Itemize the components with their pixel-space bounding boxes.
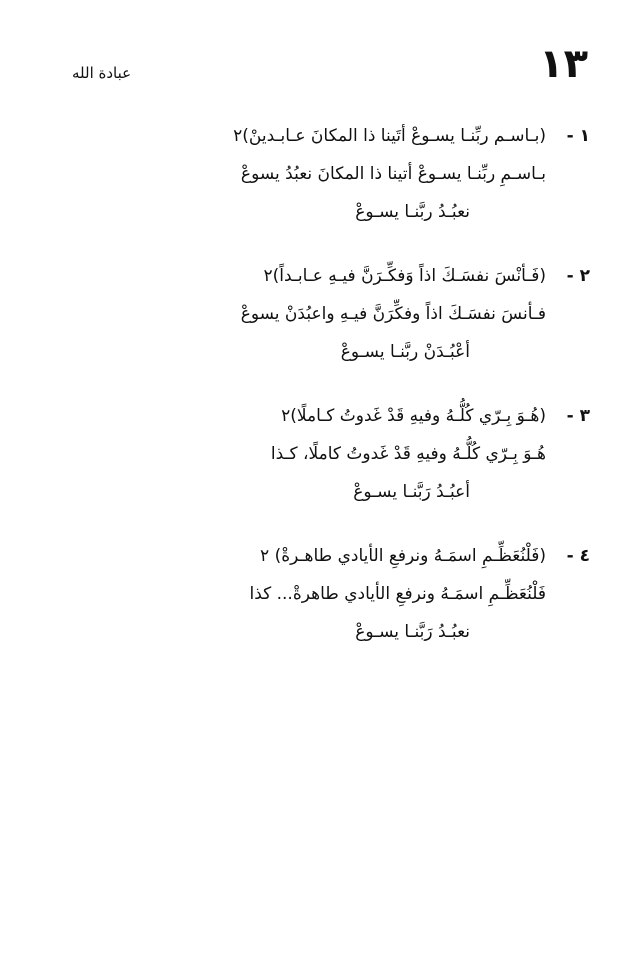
verse-number: ١ -	[566, 126, 590, 146]
verse-line	[150, 584, 590, 622]
verse-line	[150, 126, 590, 164]
verse-number: ٤ -	[566, 546, 590, 566]
verse-line-text: (فَلْنُعَظِّـمِ اسمَـهُ ونرفعِ الأيادي طاهـرةْ) ٢	[260, 546, 546, 566]
verse-line-text: فـأنسَ نفسَـكَ اذاً وفكِّرَنَّ فيـهِ واعبُدَنْ يسوعْ	[240, 304, 546, 324]
running-title: عبادة الله	[72, 64, 132, 82]
verse-number: ٣ -	[566, 406, 590, 426]
verse-line-text: بـاسـمِ ربِّنـا يسـوعْ أتينا ذا المكانَ نعبُدُ يسوعْ	[240, 164, 546, 184]
verse-refrain	[150, 202, 590, 240]
verse-refrain-text: نعبُـدُ ربَّنـا يسـوعْ	[355, 202, 470, 222]
verse-line-text: (هُـوَ بِـرّي كُلُّـهُ وفيهِ قَدْ غَدوتُ كـاملًا)٢	[281, 406, 546, 426]
verse-line-text: هُـوَ بِـرّي كُلُّـهُ وفيهِ قَدْ غَدوتُ كاملًا، كـذا	[270, 444, 546, 464]
verse-refrain	[150, 622, 590, 660]
verse-line-text: فَلْنُعَظِّـمِ اسمَـهُ ونرفعِ الأيادي طاهرةْ... كذا	[249, 584, 546, 604]
verse-line	[150, 444, 590, 482]
verse-refrain	[150, 482, 590, 520]
verse-refrain-text: أعبُـدُ رَبَّنـا يسـوعْ	[353, 482, 470, 502]
verse-number: ٢ -	[566, 266, 590, 286]
verse-refrain-text: نعبُـدُ رَبَّنـا يسـوعْ	[355, 622, 470, 642]
verse-line	[150, 266, 590, 304]
verse-line	[150, 304, 590, 342]
verse-3	[150, 406, 590, 520]
verse-line	[150, 406, 590, 444]
verse-4	[150, 546, 590, 660]
verse-refrain-text: أعْبُـدَنْ ربَّنـا يسـوعْ	[340, 342, 470, 362]
verse-line-text: (بـاسـم ربِّنـا يسـوعْ أتَينا ذا المكانَ عـابـدينْ)٢	[233, 126, 546, 146]
verse-line	[150, 546, 590, 584]
verse-line-text: (فَـأنْسَ نفسَـكَ اذاً وَفكِّـرَنَّ فيـهِ عـابـداً)٢	[263, 266, 546, 286]
verse-line	[150, 164, 590, 202]
page-number: ١٣	[539, 41, 588, 87]
verse-refrain	[150, 342, 590, 380]
verse-1	[150, 126, 590, 240]
verse-2	[150, 266, 590, 380]
